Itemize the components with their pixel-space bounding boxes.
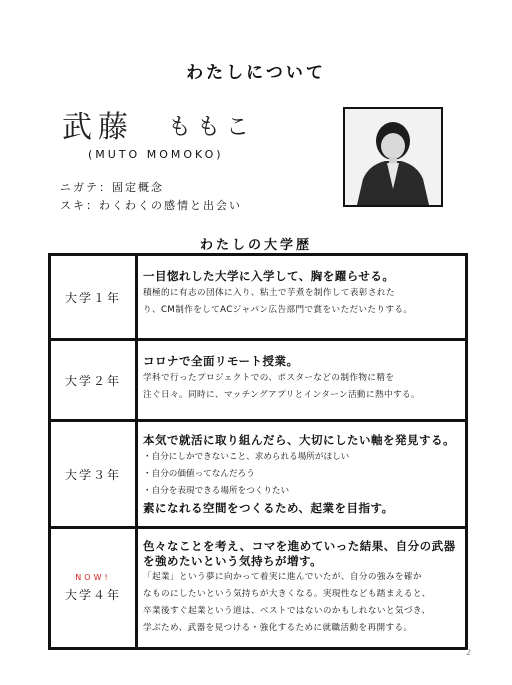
row-heading: コロナで全面リモート授業。 <box>143 354 299 368</box>
row-bullet: ・自分の価値ってなんだろう <box>143 469 255 479</box>
name-roman: (MUTO MOMOKO) <box>88 148 224 161</box>
trait-dislike: ニガテ：固定概念 <box>60 181 164 194</box>
university-timeline <box>48 253 468 650</box>
row-line: 学ぶため、武器を見つける・強化するために就職活動を再開する。 <box>143 623 413 633</box>
timeline-row-year1 <box>51 256 465 338</box>
profile-photo <box>343 107 443 207</box>
row-label-text: 大学１年 <box>64 290 121 305</box>
row-label-year3 <box>51 422 135 526</box>
timeline-row-year2 <box>51 341 465 419</box>
row-content-year4 <box>143 539 459 637</box>
page-title: わたしについて <box>186 63 326 83</box>
row-bullet: ・自分にしかできないこと、求められる場所がほしい <box>143 452 350 462</box>
row-label-text: 大学２年 <box>64 373 121 388</box>
row-line: 卒業後すぐ起業という道は、ベストではないのかもしれないと気づき、 <box>143 606 431 616</box>
row-label-text: 大学４年 <box>64 588 121 602</box>
timeline-row-year4 <box>51 529 465 647</box>
row-heading: を強めたいという気持ちが増す。 <box>143 554 323 568</box>
name-kanji: 武藤 <box>62 110 134 145</box>
row-content-year3 <box>143 432 459 517</box>
history-title: わたしの大学歴 <box>199 238 312 253</box>
name-kana: ももこ <box>168 114 255 140</box>
row-heading: 一目惚れした大学に入学して、胸を躍らせる。 <box>143 269 395 283</box>
timeline-row-year3 <box>51 422 465 526</box>
row-label-year4 <box>51 529 135 647</box>
row-line: 「起業」という夢に向かって着実に進んでいたが、自分の強みを確か <box>143 572 422 582</box>
row-closing: 素になれる空間をつくるため、起業を目指す。 <box>143 501 394 515</box>
row-content-year1 <box>143 268 459 319</box>
row-label-year1 <box>51 256 135 338</box>
trait-like: スキ：わくわくの感情と出会い <box>60 199 242 212</box>
person-photo-icon <box>345 109 441 205</box>
row-line: なものにしたいという気持ちが大きくなる。実現性なども踏まえると、 <box>143 589 431 599</box>
row-label-year2 <box>51 341 135 419</box>
row-heading: 色々なことを考え、コマを進めていった結果、自分の武器 <box>143 539 456 553</box>
page-number: 2 <box>466 648 472 657</box>
row-line: 学科で行ったプロジェクトでの、ポスターなどの制作物に精を <box>143 373 395 383</box>
row-label-text: 大学３年 <box>64 467 121 482</box>
now-badge: NOW! <box>75 573 111 582</box>
row-heading: 本気で就活に取り組んだら、大切にしたい軸を発見する。 <box>143 433 455 447</box>
row-line: り、CM制作をしてACジャパン広告部門で賞をいただいたりする。 <box>143 305 413 315</box>
row-line: 注ぐ日々。同時に、マッチングアプリとインターン活動に熱中する。 <box>143 390 421 400</box>
row-content-year2 <box>143 353 459 404</box>
row-bullet: ・自分を表現できる場所をつくりたい <box>143 486 290 496</box>
row-line: 積極的に有志の団体に入り、粘土で芋煮を制作して表彰された <box>143 288 395 298</box>
